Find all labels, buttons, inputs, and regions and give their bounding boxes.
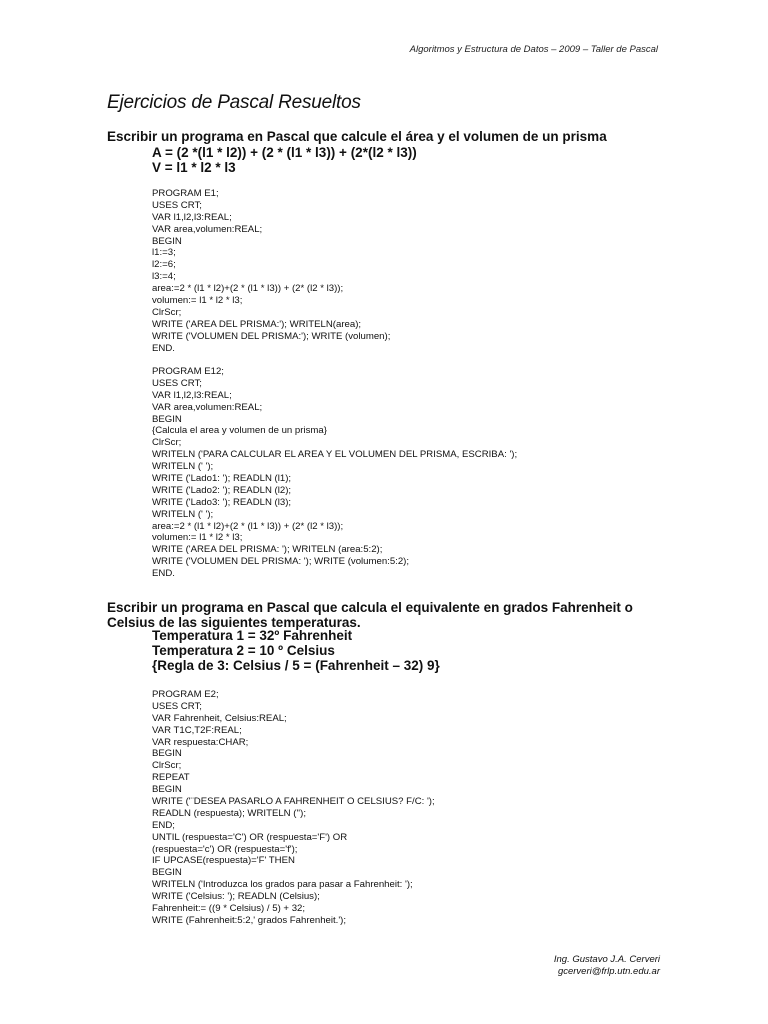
code-line: area:=2 * (l1 * l2)+(2 * (l1 * l3)) + (2* (l2 * l3)); bbox=[152, 520, 344, 532]
code-line: ClrScr; bbox=[152, 760, 182, 772]
rule-of-three-line: {Regla de 3: Celsius / 5 = (Fahrenheit – 32) 9} bbox=[152, 658, 440, 673]
code-line: END; bbox=[152, 819, 175, 831]
volume-formula: V = l1 * l2 * l3 bbox=[152, 160, 236, 175]
code-line: VAR l1,l2,l3:REAL; bbox=[152, 389, 232, 401]
code-line: WRITE ('VOLUMEN DEL PRISMA: '); WRITE (volumen:5:2); bbox=[152, 556, 410, 568]
code-line: l2:=6; bbox=[152, 259, 176, 271]
code-line: volumen:= l1 * l2 * l3; bbox=[152, 532, 243, 544]
code-line: WRITE ('Lado1: '); READLN (l1); bbox=[152, 473, 292, 485]
code-line: WRITELN (' '); bbox=[152, 461, 214, 473]
section2-heading: Escribir un programa en Pascal que calcula el equivalente en grados Fahrenheit o Celsius de las siguientes temperaturas. bbox=[107, 600, 633, 630]
code-line: WRITE ('Lado3: '); READLN (l3); bbox=[152, 496, 292, 508]
code-line: ClrScr; bbox=[152, 437, 182, 449]
code-line: BEGIN bbox=[152, 784, 182, 796]
page-header: Algoritmos y Estructura de Datos – 2009 – Taller de Pascal bbox=[409, 44, 658, 55]
code-line: WRITE ('AREA DEL PRISMA:'); WRITELN(area); bbox=[152, 318, 362, 330]
code-line: IF UPCASE(respuesta)='F' THEN bbox=[152, 855, 295, 867]
code-line: UNTIL (respuesta='C') OR (respuesta='F') OR bbox=[152, 831, 348, 843]
temperature1-line: Temperatura 1 = 32º Fahrenheit bbox=[152, 628, 353, 643]
code-line: WRITELN (' '); bbox=[152, 508, 214, 520]
code-line: VAR respuesta:CHAR; bbox=[152, 736, 249, 748]
code-line: USES CRT; bbox=[152, 199, 202, 211]
code-line: volumen:= l1 * l2 * l3; bbox=[152, 295, 243, 307]
code-line: WRITE ('Celsius: '); READLN (Celsius); bbox=[152, 891, 320, 903]
code-line: PROGRAM E12; bbox=[152, 366, 224, 377]
code-line: l1:=3; bbox=[152, 247, 176, 259]
page-title: Ejercicios de Pascal Resueltos bbox=[107, 92, 361, 113]
code-line: USES CRT; bbox=[152, 377, 202, 389]
code-line: BEGIN bbox=[152, 867, 182, 879]
code-line: VAR Fahrenheit, Celsius:REAL; bbox=[152, 712, 287, 724]
code-line: area:=2 * (l1 * l2)+(2 * (l1 * l3)) + (2* (l2 * l3)); bbox=[152, 283, 344, 295]
code-line: l3:=4; bbox=[152, 271, 176, 283]
code-line: USES CRT; bbox=[152, 700, 202, 712]
code-line: WRITE (Fahrenheit:5:2,' grados Fahrenheit.'); bbox=[152, 914, 347, 926]
area-formula: A = (2 *(l1 * l2)) + (2 * (l1 * l3)) + (2*(l2 * l3)) bbox=[152, 145, 417, 160]
code-line: END. bbox=[152, 568, 175, 580]
code-line: WRITELN ('PARA CALCULAR EL AREA Y EL VOLUMEN DEL PRISMA, ESCRIBA: '); bbox=[152, 449, 518, 461]
code-line: BEGIN bbox=[152, 748, 182, 760]
program-e1-code bbox=[152, 188, 390, 354]
code-line: VAR T1C,T2F:REAL; bbox=[152, 724, 242, 736]
program-e2-code bbox=[152, 689, 435, 927]
author-name: Ing. Gustavo J.A. Cerveri bbox=[553, 954, 660, 965]
code-line: BEGIN bbox=[152, 413, 182, 425]
section1-heading: Escribir un programa en Pascal que calcule el área y el volumen de un prisma bbox=[107, 129, 607, 144]
code-line: PROGRAM E1; bbox=[152, 188, 219, 199]
code-line: Fahrenheit:= ((9 * Celsius) / 5) + 32; bbox=[152, 903, 306, 915]
code-line: END. bbox=[152, 342, 175, 354]
code-line: BEGIN bbox=[152, 235, 182, 247]
code-line: {Calcula el area y volumen de un prisma} bbox=[152, 425, 327, 437]
code-line: (respuesta='c') OR (respuesta='f'); bbox=[152, 843, 298, 855]
code-line: READLN (respuesta); WRITELN (''); bbox=[152, 807, 306, 819]
code-line: VAR area,volumen:REAL; bbox=[152, 223, 263, 235]
code-line: WRITE ('¨DESEA PASARLO A FAHRENHEIT O CELSIUS? F/C: '); bbox=[152, 796, 435, 808]
code-line: ClrScr; bbox=[152, 306, 182, 318]
code-line: VAR area,volumen:REAL; bbox=[152, 401, 263, 413]
code-line: WRITE ('VOLUMEN DEL PRISMA:'); WRITE (volumen); bbox=[152, 330, 391, 342]
code-line: WRITE ('AREA DEL PRISMA: '); WRITELN (area:5:2); bbox=[152, 544, 383, 556]
temperature2-line: Temperatura 2 = 10 º Celsius bbox=[152, 643, 335, 658]
code-line: WRITE ('Lado2: '); READLN (l2); bbox=[152, 484, 292, 496]
code-line: WRITELN ('Introduzca los grados para pasar a Fahrenheit: '); bbox=[152, 879, 413, 891]
code-line: PROGRAM E2; bbox=[152, 689, 219, 700]
program-e12-code bbox=[152, 366, 517, 580]
code-line: REPEAT bbox=[152, 772, 190, 784]
author-email: gcerveri@frlp.utn.edu.ar bbox=[557, 966, 660, 977]
code-line: VAR l1,l2,l3:REAL; bbox=[152, 211, 232, 223]
